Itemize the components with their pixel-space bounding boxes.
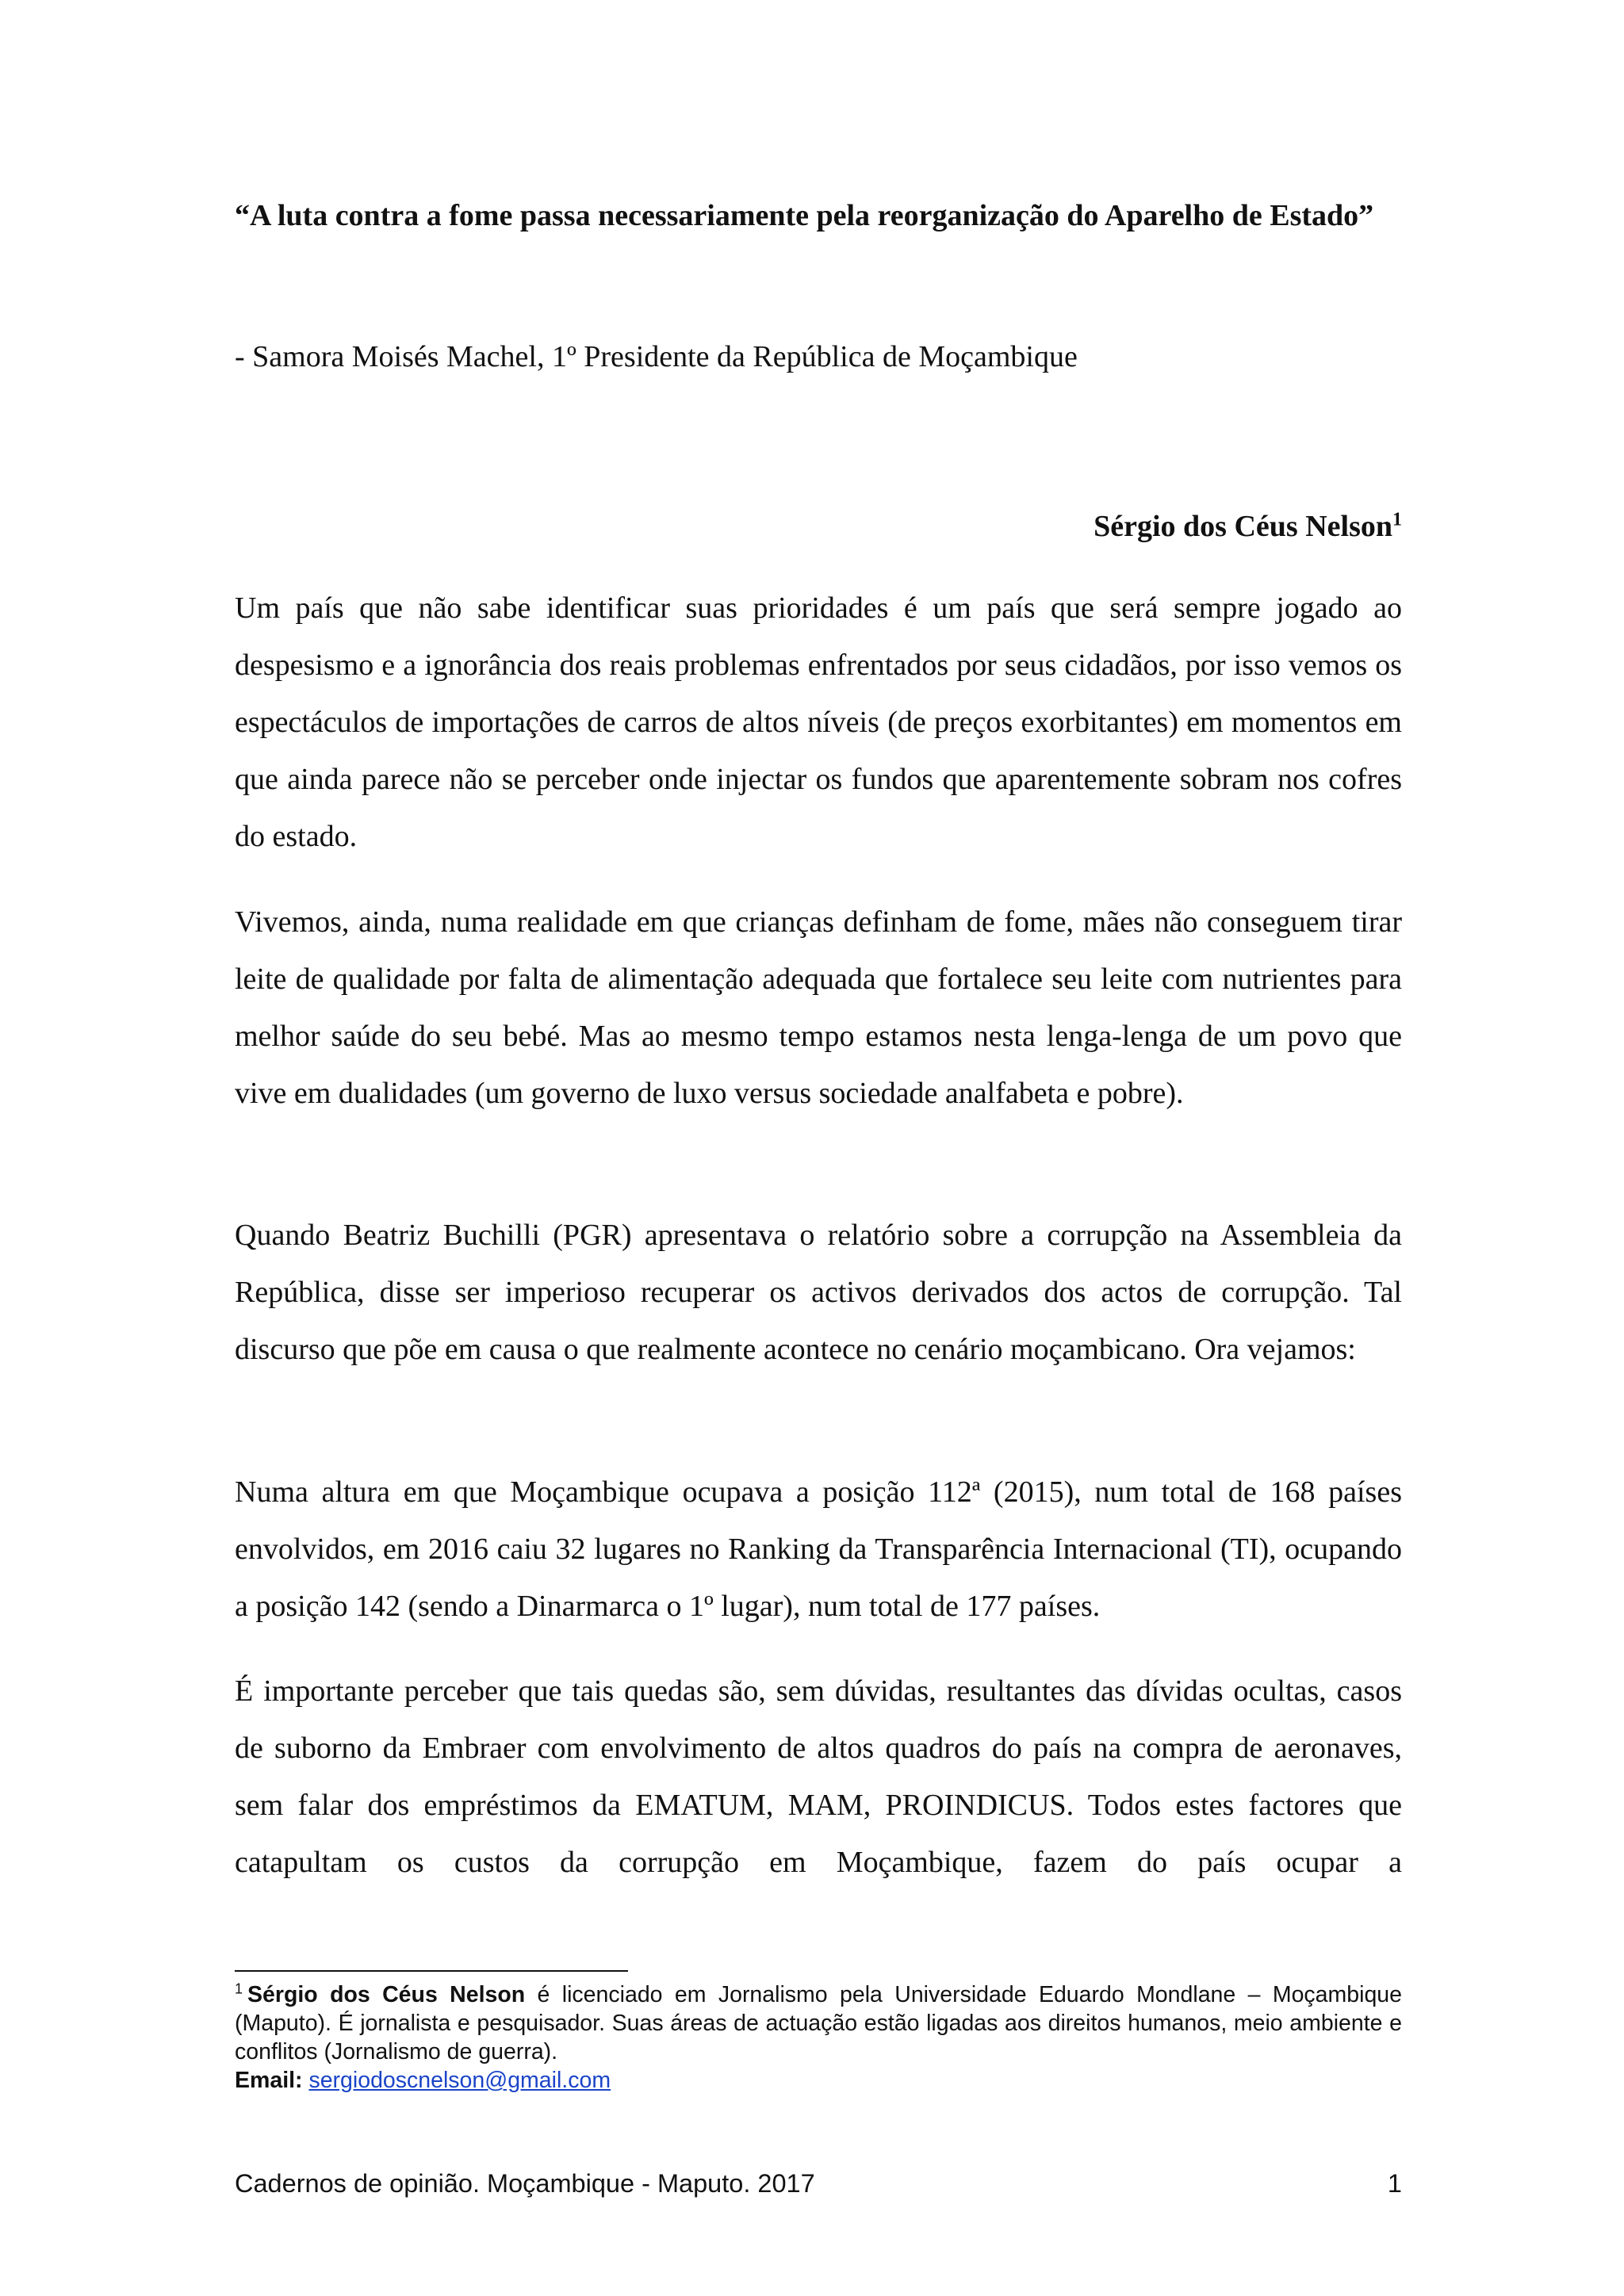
footer-publication: Cadernos de opinião. Moçambique - Maputo. 2017 bbox=[235, 2169, 815, 2198]
author-name: Sérgio dos Céus Nelson bbox=[1094, 510, 1392, 543]
footnote-author-name: Sérgio dos Céus Nelson bbox=[247, 1982, 526, 2007]
footnote bbox=[235, 1980, 1402, 2095]
footnote-email-label: Email: bbox=[235, 2068, 303, 2093]
body-paragraph-2: Vivemos, ainda, numa realidade em que crianças definham de fome, mães não conseguem tirar leite de qualidade por falta de alimentação adequada que fortalece seu leite com nutrientes para melhor saúde do seu bebé. Mas ao mesmo tempo estamos nesta lenga-lenga de um povo que vive em dualidades (um governo de luxo versus sociedade analfabeta e pobre). bbox=[235, 905, 1402, 1110]
body-paragraph-4: Numa altura em que Moçambique ocupava a posição 112ª (2015), num total de 168 países envolvidos, em 2016 caiu 32 lugares no Ranking da Transparência Internacional (TI), ocupando a posição 142 (sendo a Dinarmarca o 1º lugar), num total de 177 países. bbox=[235, 1475, 1402, 1623]
epigraph-attribution: - Samora Moisés Machel, 1º Presidente da República de Moçambique bbox=[235, 340, 1078, 373]
footnote-divider bbox=[235, 1970, 628, 1972]
author-footnote-ref[interactable]: 1 bbox=[1392, 509, 1402, 530]
footer-page-number: 1 bbox=[1387, 2169, 1402, 2198]
footnote-mark: 1 bbox=[235, 1980, 243, 1997]
body-paragraph-1: Um país que não sabe identificar suas prioridades é um país que será sempre jogado ao despesismo e a ignorância dos reais problemas enfrentados por seus cidadãos, por isso vemos os espectáculos de importações de carros de altos níveis (de preços exorbitantes) em momentos em que ainda parece não se perceber onde injectar os fundos que aparentemente sobram nos cofres do estado. bbox=[235, 591, 1402, 853]
epigraph-quote: “A luta contra a fome passa necessariamente pela reorganização do Aparelho de Estado” bbox=[235, 199, 1374, 232]
footnote-email-line bbox=[235, 2066, 1402, 2095]
author-byline bbox=[235, 498, 1402, 555]
footnote-text: é licenciado em Jornalismo pela Universidade Eduardo Mondlane – Moçambique (Maputo). É jornalista e pesquisador. Suas áreas de actuação estão ligadas aos direitos humanos, meio ambiente e conflitos (Jornalismo de guerra). bbox=[235, 1982, 1402, 2064]
footnote-email-link[interactable]: sergiodoscnelson@gmail.com bbox=[308, 2068, 611, 2093]
body-paragraph-3: Quando Beatriz Buchilli (PGR) apresentava o relatório sobre a corrupção na Assembleia da República, disse ser imperioso recuperar os activos derivados dos actos de corrupção. Tal discurso que põe em causa o que realmente acontece no cenário moçambicano. Ora vejamos: bbox=[235, 1219, 1402, 1366]
body-paragraph-5: É importante perceber que tais quedas são, sem dúvidas, resultantes das dívidas ocultas, casos de suborno da Embraer com envolvimento de altos quadros do país na compra de aeronaves, sem falar dos empréstimos da EMATUM, MAM, PROINDICUS. Todos estes factores que catapultam os custos da corrupção em Moçambique, fazem do país ocupar a bbox=[235, 1674, 1402, 1879]
